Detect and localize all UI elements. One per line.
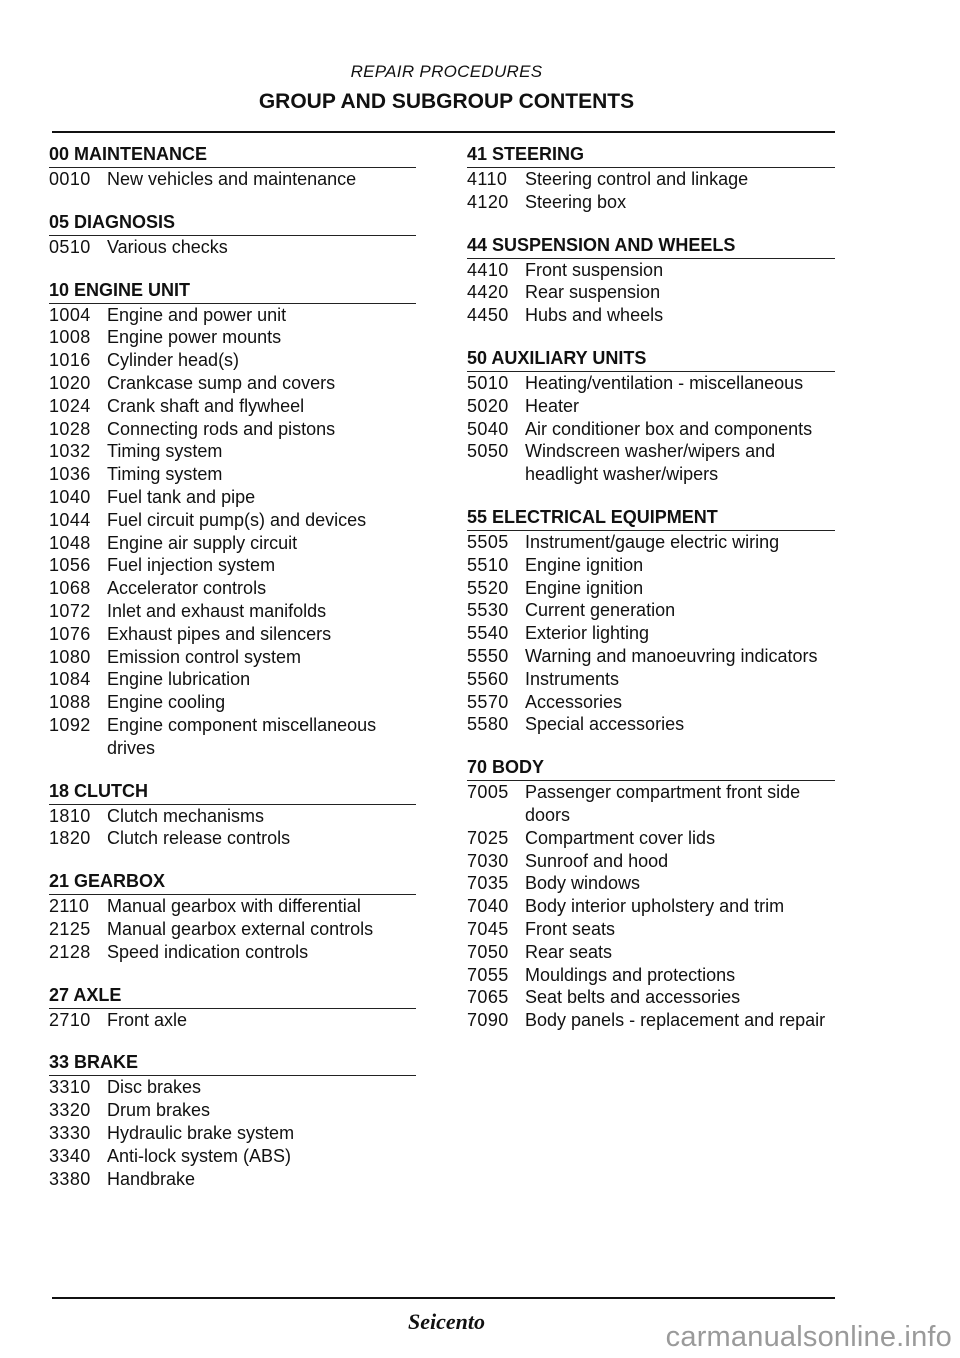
subgroup-item <box>49 600 416 623</box>
subgroup-item <box>49 440 416 463</box>
group-title: 33 BRAKE <box>49 1050 416 1076</box>
subgroup-label: Engine cooling <box>107 692 226 713</box>
subgroup-item <box>49 895 416 918</box>
subgroup-code: 1092 <box>49 714 91 735</box>
subgroup-item <box>49 168 416 191</box>
subgroup-item <box>467 440 835 486</box>
subgroup-code: 3310 <box>49 1077 91 1098</box>
subgroup-item <box>467 531 835 554</box>
subgroup-label: Heating/ventilation - miscellaneous <box>525 372 804 393</box>
group-title: 05 DIAGNOSIS <box>49 210 416 236</box>
subgroup-code: 5520 <box>467 577 509 598</box>
subgroup-code: 1810 <box>49 805 91 826</box>
subgroup-item <box>467 281 835 304</box>
subgroup-label: Cylinder head(s) <box>107 350 240 371</box>
subgroup-label: Crankcase sump and covers <box>107 372 336 393</box>
subgroup-item <box>467 554 835 577</box>
contents-group <box>467 233 835 327</box>
subgroup-code: 7025 <box>467 827 509 848</box>
subgroup-label: Fuel tank and pipe <box>107 486 256 507</box>
subgroup-label: Clutch mechanisms <box>107 805 265 826</box>
subgroup-code: 1072 <box>49 600 91 621</box>
subgroup-label: Windscreen washer/wipers and headlight washer/wipers <box>525 441 776 485</box>
group-title: 41 STEERING <box>467 142 835 168</box>
contents-group <box>49 983 416 1032</box>
subgroup-code: 1088 <box>49 692 91 713</box>
subgroup-code: 7055 <box>467 964 509 985</box>
group-title: 21 GEARBOX <box>49 869 416 895</box>
subgroup-code: 5570 <box>467 691 509 712</box>
subgroup-code: 7030 <box>467 850 509 871</box>
subgroup-code: 7090 <box>467 1010 509 1031</box>
subgroup-item <box>467 645 835 668</box>
subgroup-item <box>467 622 835 645</box>
subgroup-item <box>49 554 416 577</box>
subgroup-item <box>467 668 835 691</box>
subgroup-label: Emission control system <box>107 646 302 667</box>
subgroup-item <box>49 1099 416 1122</box>
watermark: carmanualsonline.info <box>665 1321 952 1353</box>
subgroup-code: 1068 <box>49 578 91 599</box>
contents-group <box>49 1050 416 1190</box>
subgroup-item <box>467 577 835 600</box>
contents-group <box>467 142 835 214</box>
subgroup-label: Front axle <box>107 1009 188 1030</box>
subgroup-item <box>49 463 416 486</box>
subgroup-code: 1084 <box>49 669 91 690</box>
page-title: GROUP AND SUBGROUP CONTENTS <box>258 90 635 113</box>
subgroup-label: Steering box <box>525 191 627 212</box>
subgroup-item <box>49 805 416 828</box>
subgroup-code: 1032 <box>49 441 91 462</box>
subgroup-label: Exhaust pipes and silencers <box>107 623 332 644</box>
subgroup-label: Inlet and exhaust manifolds <box>107 600 327 621</box>
subgroup-code: 5550 <box>467 645 509 666</box>
subgroup-item <box>49 395 416 418</box>
subgroup-label: Body panels - replacement and repair <box>525 1010 826 1031</box>
subgroup-label: Engine component miscellaneous drives <box>107 714 377 758</box>
subgroup-item <box>49 509 416 532</box>
brand-logo: Seicento <box>408 1309 485 1334</box>
subgroup-label: Accessories <box>525 691 623 712</box>
subgroup-label: New vehicles and maintenance <box>107 169 357 189</box>
subgroup-item <box>49 1168 416 1191</box>
subgroup-label: Exterior lighting <box>525 623 650 644</box>
subgroup-item <box>467 713 835 736</box>
subgroup-label: Body windows <box>525 873 641 894</box>
subgroup-label: Accelerator controls <box>107 578 267 599</box>
subgroup-item <box>49 372 416 395</box>
contents-group <box>49 869 416 963</box>
subgroup-item <box>467 918 835 941</box>
subgroup-label: Passenger compartment front side doors <box>525 782 801 825</box>
subgroup-code: 7005 <box>467 782 509 803</box>
subgroup-code: 1080 <box>49 646 91 667</box>
subgroup-item <box>49 236 416 259</box>
subgroup-item <box>49 418 416 441</box>
subgroup-item <box>49 1145 416 1168</box>
subgroup-item <box>467 395 835 418</box>
subgroup-label: Instrument/gauge electric wiring <box>525 531 780 552</box>
subgroup-item <box>467 599 835 622</box>
subgroup-label: Instruments <box>525 668 620 689</box>
subgroup-label: Manual gearbox external controls <box>107 918 374 939</box>
subgroup-label: Seat belts and accessories <box>525 987 741 1008</box>
subgroup-code: 4420 <box>467 282 509 303</box>
subgroup-code: 3380 <box>49 1168 91 1189</box>
subgroup-label: Engine lubrication <box>107 669 251 690</box>
subgroup-code: 4410 <box>467 259 509 280</box>
subgroup-item <box>49 349 416 372</box>
subgroup-item <box>467 964 835 987</box>
subgroup-item <box>49 941 416 964</box>
subgroup-label: Rear suspension <box>525 282 661 303</box>
subgroup-code: 7050 <box>467 941 509 962</box>
left-column <box>49 142 416 1209</box>
subgroup-code: 2110 <box>49 896 90 917</box>
subgroup-item <box>467 304 835 327</box>
subgroup-code: 1004 <box>49 304 91 325</box>
subgroup-label: Various checks <box>107 236 228 257</box>
subgroup-code: 5540 <box>467 623 509 644</box>
subgroup-label: Engine ignition <box>525 577 644 598</box>
subgroup-label: Rear seats <box>525 941 613 962</box>
subgroup-code: 4120 <box>467 191 509 212</box>
subgroup-code: 1044 <box>49 509 91 530</box>
subgroup-item <box>49 714 416 760</box>
subgroup-code: 5010 <box>467 372 509 393</box>
header-rule <box>52 131 835 133</box>
subgroup-code: 2710 <box>49 1009 91 1030</box>
subgroup-label: Fuel injection system <box>107 555 276 576</box>
subgroup-item <box>467 850 835 873</box>
subgroup-item <box>49 691 416 714</box>
subgroup-code: 1056 <box>49 555 91 576</box>
subgroup-code: 1008 <box>49 327 91 348</box>
subgroup-label: Fuel circuit pump(s) and devices <box>107 509 367 530</box>
contents-group <box>49 210 416 259</box>
subgroup-code: 5580 <box>467 714 509 735</box>
subgroup-code: 0010 <box>49 169 91 189</box>
subgroup-code: 5510 <box>467 554 509 575</box>
contents-group <box>49 278 416 760</box>
subgroup-label: Speed indication controls <box>107 941 309 962</box>
contents-group <box>467 755 835 1032</box>
subgroup-code: 5050 <box>467 441 509 462</box>
subgroup-label: Air conditioner box and components <box>525 418 813 439</box>
subgroup-label: Engine power mounts <box>107 327 282 348</box>
subgroup-item <box>49 646 416 669</box>
subgroup-item <box>49 486 416 509</box>
subgroup-code: 3340 <box>49 1145 91 1166</box>
subgroup-label: Disc brakes <box>107 1077 202 1098</box>
contents-group <box>467 346 835 486</box>
group-title: 10 ENGINE UNIT <box>49 278 416 304</box>
subgroup-label: Anti-lock system (ABS) <box>107 1145 292 1166</box>
subgroup-code: 1040 <box>49 486 91 507</box>
subgroup-item <box>467 872 835 895</box>
subgroup-code: 2125 <box>49 918 91 939</box>
contents-group <box>49 779 416 851</box>
subgroup-item <box>467 781 835 827</box>
subgroup-item <box>49 668 416 691</box>
right-column <box>467 142 835 1051</box>
subgroup-label: Special accessories <box>525 714 685 735</box>
subgroup-label: Clutch release controls <box>107 828 291 849</box>
subgroup-code: 1036 <box>49 464 91 485</box>
subgroup-item <box>49 532 416 555</box>
footer-rule <box>52 1297 835 1299</box>
subgroup-item <box>49 1076 416 1099</box>
subgroup-label: Drum brakes <box>107 1100 211 1121</box>
subgroup-item <box>467 691 835 714</box>
subgroup-item <box>467 191 835 214</box>
subgroup-label: Mouldings and protections <box>525 964 736 985</box>
subgroup-item <box>467 168 835 191</box>
subgroup-label: Engine and power unit <box>107 304 287 325</box>
subgroup-code: 3320 <box>49 1100 91 1121</box>
subgroup-item <box>49 304 416 327</box>
subgroup-label: Sunroof and hood <box>525 850 669 871</box>
subgroup-code: 4450 <box>467 305 509 326</box>
subgroup-label: Timing system <box>107 441 223 462</box>
subgroup-code: 7065 <box>467 987 509 1008</box>
subgroup-code: 1076 <box>49 623 91 644</box>
subgroup-item <box>467 941 835 964</box>
subgroup-label: Front seats <box>525 918 616 939</box>
subgroup-item <box>467 986 835 1009</box>
subgroup-label: Connecting rods and pistons <box>107 418 336 439</box>
subgroup-code: 1024 <box>49 395 91 416</box>
contents-group <box>467 505 835 736</box>
subgroup-code: 1820 <box>49 828 91 849</box>
contents-group <box>49 142 416 191</box>
subgroup-label: Hubs and wheels <box>525 305 664 326</box>
subgroup-label: Timing system <box>107 464 223 485</box>
subgroup-code: 5560 <box>467 668 509 689</box>
subgroup-item <box>49 1009 416 1032</box>
subgroup-code: 7045 <box>467 918 509 939</box>
subgroup-label: Handbrake <box>107 1168 196 1189</box>
subgroup-item <box>467 895 835 918</box>
subgroup-label: Hydraulic brake system <box>107 1122 295 1143</box>
subgroup-label: Front suspension <box>525 259 664 280</box>
subgroup-code: 5040 <box>467 418 509 439</box>
subgroup-code: 5020 <box>467 395 509 416</box>
subgroup-label: Current generation <box>525 600 676 621</box>
subgroup-code: 7040 <box>467 896 509 917</box>
subgroup-code: 5530 <box>467 600 509 621</box>
subgroup-item <box>467 1009 835 1032</box>
subgroup-code: 7035 <box>467 873 509 894</box>
subgroup-item <box>49 326 416 349</box>
subgroup-item <box>49 577 416 600</box>
subgroup-code: 3330 <box>49 1122 91 1143</box>
subgroup-label: Manual gearbox with differential <box>107 896 361 917</box>
subgroup-label: Engine air supply circuit <box>107 532 298 553</box>
subgroup-label: Steering control and linkage <box>525 169 749 189</box>
group-title: 50 AUXILIARY UNITS <box>467 346 835 372</box>
subgroup-code: 4110 <box>467 169 508 189</box>
subgroup-item <box>467 372 835 395</box>
group-title: 55 ELECTRICAL EQUIPMENT <box>467 505 835 531</box>
group-title: 70 BODY <box>467 755 835 781</box>
subgroup-item <box>467 827 835 850</box>
subgroup-item <box>49 623 416 646</box>
subgroup-code: 0510 <box>49 236 91 257</box>
subgroup-item <box>49 918 416 941</box>
subgroup-code: 1028 <box>49 418 91 439</box>
group-title: 27 AXLE <box>49 983 416 1009</box>
subgroup-label: Warning and manoeuvring indicators <box>525 645 818 666</box>
subgroup-code: 5505 <box>467 531 509 552</box>
subgroup-code: 2128 <box>49 941 91 962</box>
subgroup-label: Crank shaft and flywheel <box>107 395 305 416</box>
subgroup-label: Compartment cover lids <box>525 827 716 848</box>
subgroup-item <box>49 1122 416 1145</box>
subgroup-code: 1048 <box>49 532 91 553</box>
group-title: 18 CLUTCH <box>49 779 416 805</box>
subgroup-item <box>467 259 835 282</box>
subgroup-label: Body interior upholstery and trim <box>525 896 785 917</box>
subgroup-label: Heater <box>525 395 580 416</box>
subgroup-label: Engine ignition <box>525 554 644 575</box>
subgroup-item <box>467 418 835 441</box>
subgroup-item <box>49 827 416 850</box>
subgroup-code: 1020 <box>49 372 91 393</box>
section-kicker: REPAIR PROCEDURES <box>350 62 543 81</box>
group-title: 00 MAINTENANCE <box>49 142 416 168</box>
subgroup-code: 1016 <box>49 350 91 371</box>
group-title: 44 SUSPENSION AND WHEELS <box>467 233 835 259</box>
